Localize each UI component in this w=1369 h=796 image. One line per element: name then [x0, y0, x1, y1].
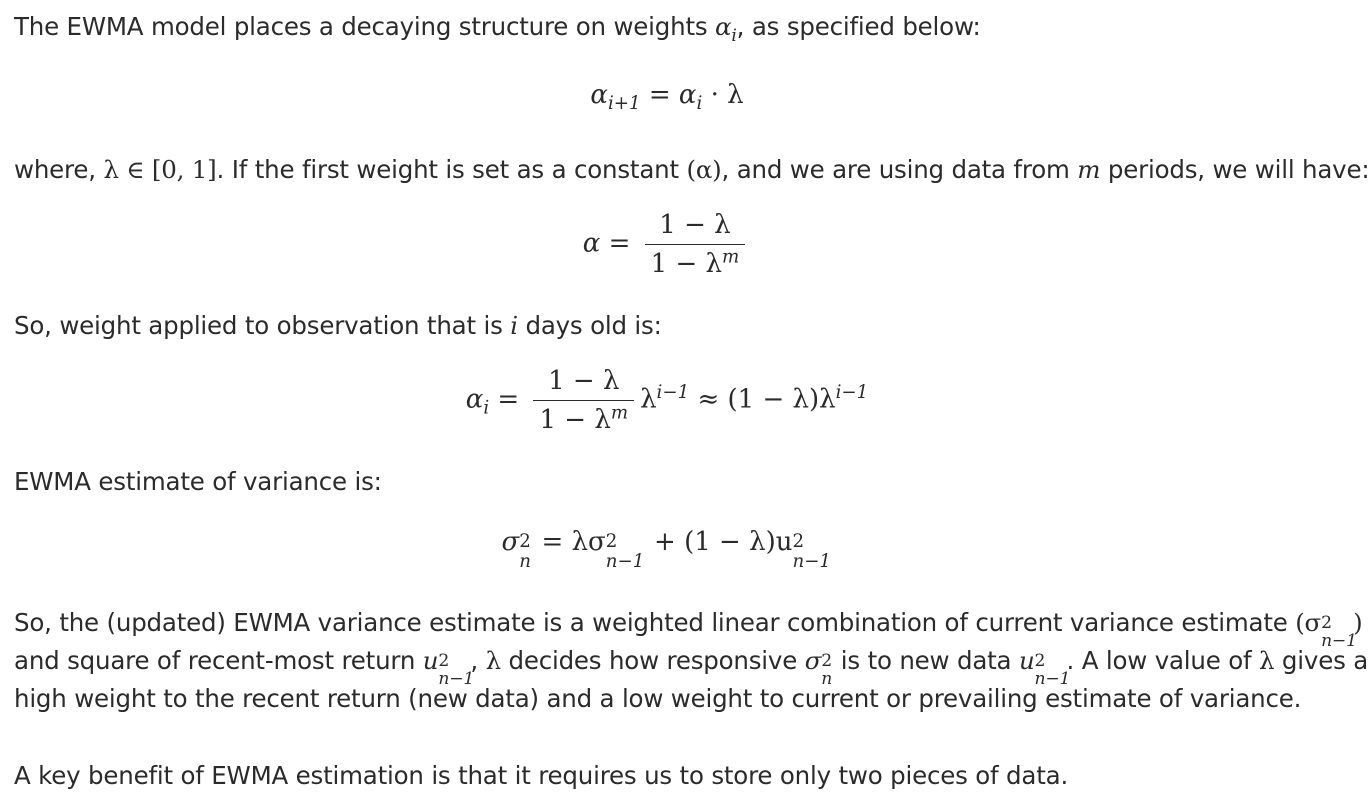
where-sentence — [14, 151, 1369, 189]
lambda-range: λ ∈ [0, 1] — [103, 155, 217, 184]
eq2-lhs: α = — [582, 228, 631, 259]
para-sigma-close: ) — [1353, 608, 1363, 637]
alpha-constant: (α) — [686, 155, 722, 184]
eq2-den-base: 1 − λ — [650, 249, 722, 279]
eq1-equals: = — [640, 80, 679, 110]
para-line2-comma: , — [470, 646, 486, 675]
para-sigma-n-symbol: σ — [804, 646, 822, 675]
para-sigma-sup: 2 — [1321, 612, 1332, 633]
eq2-denominator — [645, 245, 746, 279]
equation-first-weight — [0, 210, 1334, 279]
eq2-fraction — [645, 210, 746, 279]
eq4-equals-lambda-sigma: = λσ — [533, 527, 606, 557]
eq3-approx: ≈ (1 − λ)λ — [689, 384, 836, 415]
para-u2-symbol: u — [1018, 646, 1035, 675]
paragraph-line-3: high weight to the recent return (new data) and a low weight to current or prevailing estimate of variance. — [14, 684, 1302, 713]
m-symbol: m — [1077, 155, 1101, 184]
weight-text-1: So, weight applied to observation that is — [14, 311, 511, 340]
para-sigma-n-sup: 2 — [821, 650, 832, 671]
para-u2-sub: n−1 — [1034, 669, 1071, 690]
eq3-den-base: 1 − λ — [539, 405, 611, 435]
eq3-approx-exp: i−1 — [835, 381, 869, 403]
eq3-lhs: α — [465, 384, 484, 415]
alpha-subscript: i — [731, 25, 737, 46]
para-line2-text-1: and square of recent-most return — [14, 646, 423, 675]
para-u-sup: 2 — [438, 650, 450, 671]
eq3-den-exp: m — [610, 402, 629, 424]
eq1-lhs: α — [590, 80, 608, 110]
equation-ewma-variance — [0, 527, 1334, 572]
where-text-3: , and we are using data from — [721, 155, 1078, 184]
eq2-den-exp: m — [721, 246, 740, 268]
where-text-1: where, — [14, 155, 104, 184]
eq4-u-sup: 2 — [792, 531, 805, 552]
para-line2-text-2: decides how responsive — [500, 646, 805, 675]
eq4-sigma: σ — [501, 527, 520, 557]
eq3-fraction — [533, 366, 634, 435]
eq3-equals: = — [489, 384, 520, 415]
i-symbol: i — [510, 311, 518, 340]
eq3-denominator — [533, 401, 634, 435]
para-lambda2-symbol: λ — [1259, 646, 1275, 675]
variance-label: EWMA estimate of variance is: — [14, 467, 382, 496]
benefit-sentence: A key benefit of EWMA estimation is that it requires us to store only two pieces of data. — [14, 761, 1069, 790]
where-text-4: periods, we will have: — [1100, 155, 1369, 184]
eq3-numerator: 1 − λ — [533, 366, 634, 401]
para-sigma-open: (σ — [1295, 608, 1322, 637]
para-u-symbol: u — [422, 646, 439, 675]
paragraph-line-1 — [14, 604, 1363, 652]
eq4-plus-term: + (1 − λ)u — [645, 527, 793, 557]
equation-weight-decay — [0, 80, 1334, 115]
para-sigma-sub: n−1 — [1321, 631, 1357, 652]
eq3-lambda-exp: i−1 — [656, 381, 690, 403]
para-u2-sup: 2 — [1034, 650, 1046, 671]
equation-weight-i — [0, 366, 1334, 435]
eq4-sigma-sup: 2 — [519, 531, 531, 552]
para-line2-text-3: is to new data — [833, 646, 1019, 675]
eq1-rhs: α — [678, 80, 697, 110]
eq1-rhs-sub: i — [696, 93, 703, 115]
para-u-sub: n−1 — [438, 669, 475, 690]
intro-sentence — [14, 8, 981, 46]
alpha-glyph: α — [715, 12, 732, 41]
para-line1-text: So, the (updated) EWMA variance estimate is a weighted linear combination of current variance estimate — [14, 608, 1296, 637]
para-line2-text-5: gives a — [1274, 646, 1369, 675]
eq2-numerator: 1 − λ — [645, 210, 746, 245]
intro-alpha-symbol — [715, 12, 737, 46]
eq3-lhs-sub: i — [483, 397, 490, 419]
eq4-u-sub: n−1 — [792, 551, 832, 572]
eq4-sigma-sub: n — [519, 551, 531, 572]
intro-text-before: The EWMA model places a decaying structure on weights — [14, 12, 716, 41]
where-text-2: . If the first weight is set as a constant — [216, 155, 687, 184]
eq4-term-sup: 2 — [605, 531, 618, 552]
weight-sentence — [14, 307, 662, 345]
para-line2-text-4: . A low value of — [1066, 646, 1260, 675]
eq3-lambda: λ — [640, 384, 657, 415]
eq4-term-sub: n−1 — [605, 551, 645, 572]
eq1-lhs-sub: i+1 — [607, 93, 641, 115]
intro-text-after: , as specified below: — [736, 12, 981, 41]
eq1-times-lambda: · λ — [702, 80, 744, 110]
para-lambda-symbol: λ — [485, 646, 501, 675]
weight-text-2: days old is: — [517, 311, 662, 340]
para-sigma-n-sub: n — [821, 669, 833, 690]
paragraph-line-2 — [14, 642, 1369, 690]
